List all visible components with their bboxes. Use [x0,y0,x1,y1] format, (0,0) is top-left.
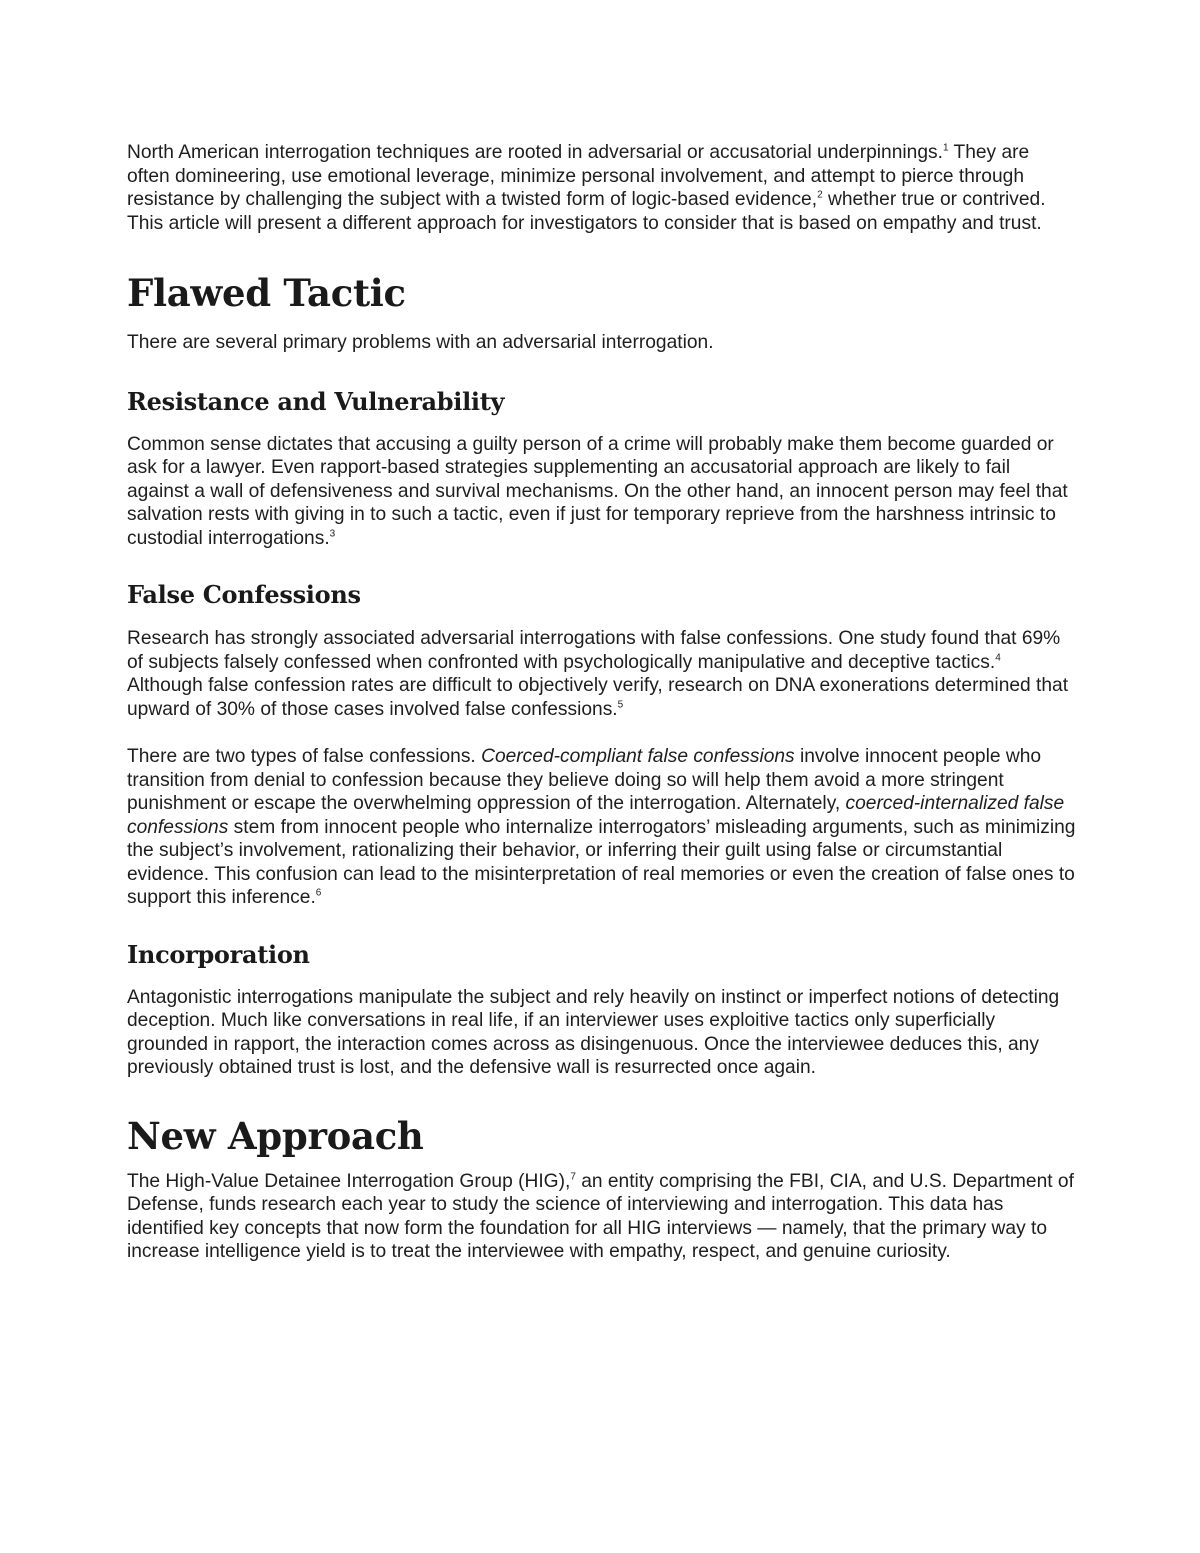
document-page [127,141,1077,1264]
intro-text-1: North American interrogation techniques are rooted in adversarial or accusatorial underpinnings. [127,142,943,163]
footnote-ref-3[interactable]: 3 [329,528,336,540]
heading-flawed-tactic: Flawed Tactic [127,271,406,315]
false-confessions-text-1: Research has strongly associated adversarial interrogations with false confessions. One study found that 69% of subjects falsely confessed when confronted with psychologically manipulative and deceptive tactics. [127,628,1061,673]
heading-new-approach: New Approach [127,1113,424,1158]
resistance-text-1: Common sense dictates that accusing a guilty person of a crime will probably make them become guarded or ask for a lawyer. Even rapport-based strategies supplementing an accusatorial approach are likely to fail against a wall of defensiveness and survival mechanisms. On the other hand, an innocent person may feel that salvation rests with giving in to such a tactic, even if just for temporary reprieve from the harshness intrinsic to custodial interrogations. [127,433,1068,549]
heading-false-confessions: False Confessions [127,580,361,609]
false-confessions-text-2: Although false confession rates are difficult to objectively verify, research on DNA exonerations determined that upward of 30% of those cases involved false confessions. [127,675,1069,720]
false-confessions-text-3: There are two types of false confessions. [127,746,482,767]
footnote-ref-6[interactable]: 6 [315,887,322,899]
false-confessions-text-5: stem from innocent people who internalize interrogators’ misleading arguments, such as minimizing the subject’s involvement, rationalizing their behavior, or inferring their guilt using false or circumstantial evidence. This confusion can lead to the misinterpretation of real memories or even the creation of false ones to support this inference. [127,816,1076,908]
resistance-paragraph [127,433,1077,551]
footnote-ref-2[interactable]: 2 [817,189,823,201]
intro-paragraph [127,141,1077,235]
term-coerced-compliant: Coerced-compliant false confessions [481,746,795,767]
footnote-ref-4[interactable]: 4 [995,652,1001,664]
incorporation-paragraph: Antagonistic interrogations manipulate the subject and rely heavily on instinct or imperfect notions of detecting deception. Much like conversations in real life, if an interviewer uses exploitive tactics only superficially grounded in rapport, the interaction comes across as disingenuous. Once the interviewee deduces this, any previously obtained trust is lost, and the defensive wall is resurrected once again. [127,986,1060,1078]
footnote-ref-7[interactable]: 7 [570,1171,576,1183]
term-coerced-internalized: coerced-internalized false confessions [127,793,1065,838]
false-confessions-paragraph-1 [127,627,1077,721]
false-confessions-paragraph-2 [127,745,1077,910]
intro-text-3: whether true or contrived. This article will present a different approach for investigators to consider that is based on empathy and trust. [127,189,1046,234]
new-approach-text-1: The High-Value Detainee Interrogation Group (HIG), [127,1170,571,1192]
false-confessions-text-4: involve innocent people who transition from denial to confession because they believe doing so will help them avoid a more stringent punishment or escape the overwhelming oppression of the interrogation. Alternately, [127,746,1042,814]
footnote-ref-5[interactable]: 5 [617,699,624,711]
flawed-tactic-paragraph: There are several primary problems with an adversarial interrogation. [127,332,714,353]
new-approach-paragraph [127,1170,1077,1264]
heading-resistance-and-vulnerability: Resistance and Vulnerability [127,386,505,416]
heading-incorporation: Incorporation [127,939,310,969]
new-approach-text-2: an entity comprising the FBI, CIA, and U.S. Department of Defense, funds research each year to study the science of interviewing and interrogation. This data has identified key concepts that now form the foundation for all HIG interviews — namely, that the primary way to increase intelligence yield is to treat the interviewee with empathy, respect, and genuine curiosity. [127,1170,1074,1262]
footnote-ref-1[interactable]: 1 [942,142,949,154]
intro-text-2: They are often domineering, use emotional leverage, minimize personal involvement, and attempt to pierce through resistance by challenging the subject with a twisted form of logic-based evidence, [127,142,1030,210]
